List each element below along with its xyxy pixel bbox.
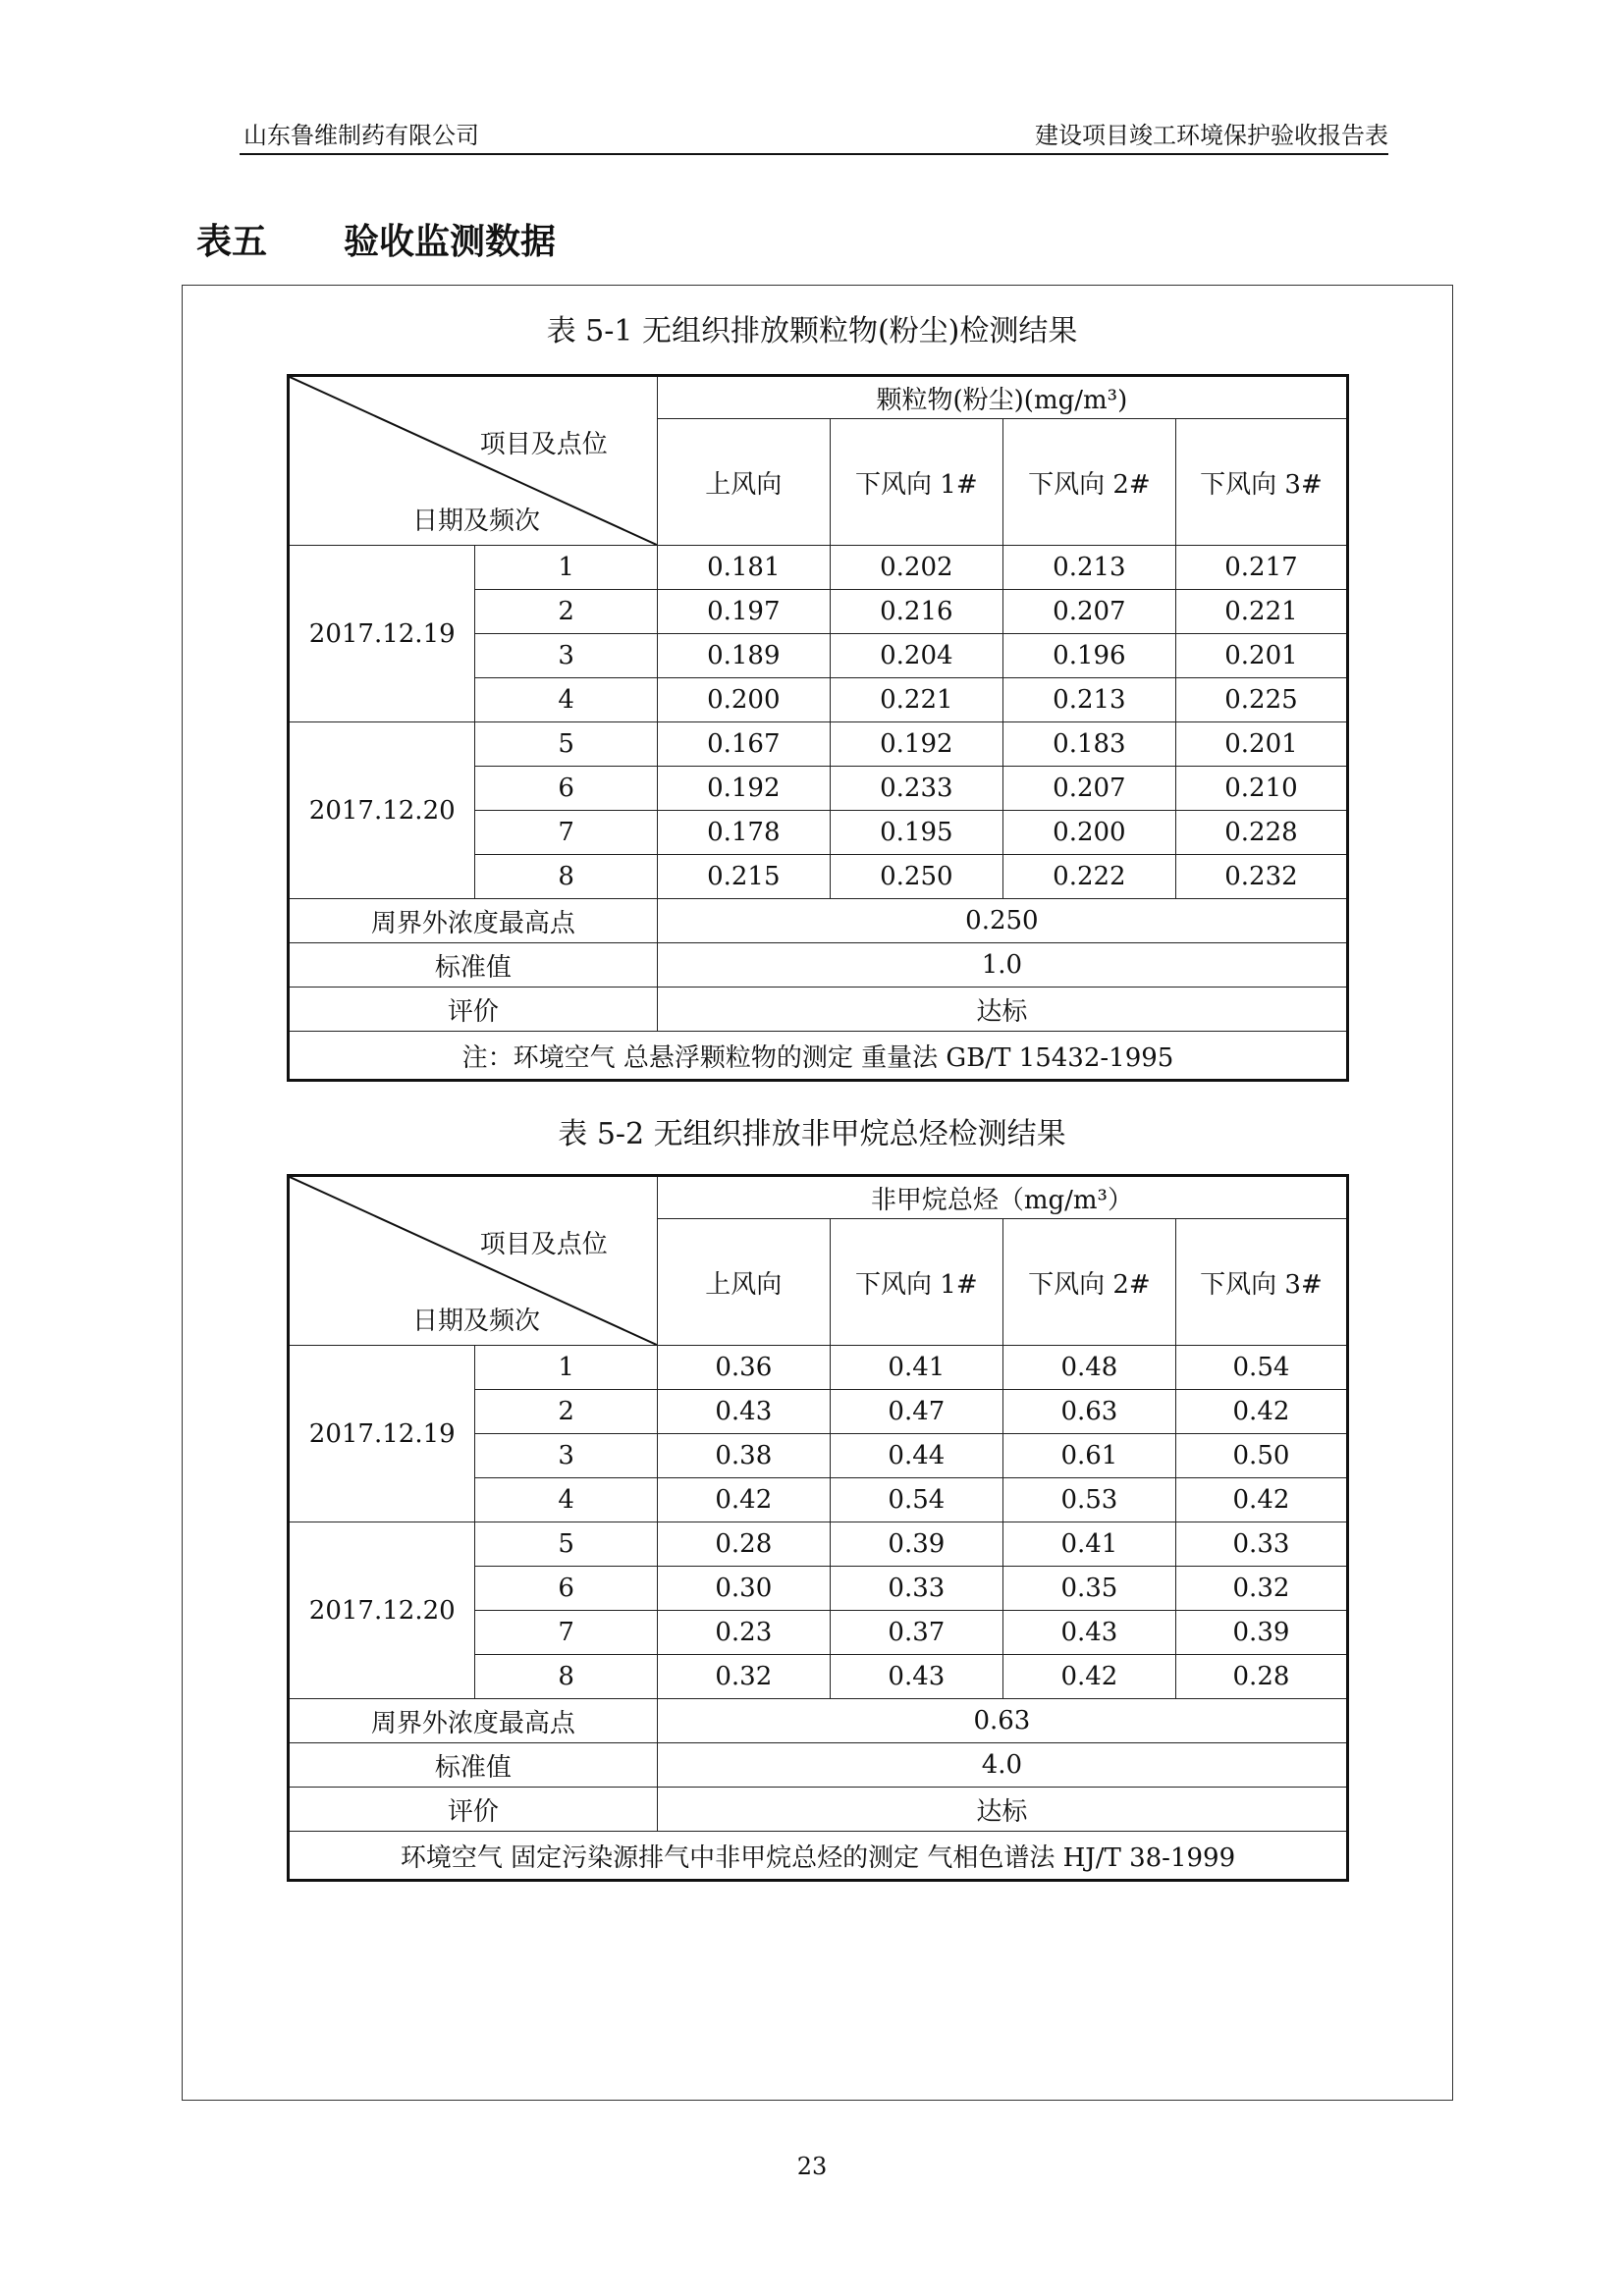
table1-value-cell: 0.232 (1175, 855, 1347, 899)
table2-value-cell: 0.42 (1175, 1478, 1347, 1522)
table2-summary-row (289, 1743, 1348, 1788)
table2-summary-row (289, 1788, 1348, 1832)
table2-value-cell: 0.61 (1002, 1434, 1175, 1478)
table1-value-cell: 0.201 (1175, 722, 1347, 767)
table1-date-cell: 2017.12.19 (289, 546, 475, 722)
table1-value-cell: 0.213 (1002, 546, 1175, 590)
table2-diagonal-header (289, 1176, 658, 1346)
table1-value-cell: 0.213 (1002, 678, 1175, 722)
table2-diag-top-label: 项目及点位 (479, 1230, 608, 1259)
table1-note: 注：环境空气 总悬浮颗粒物的测定 重量法 GB/T 15432-1995 (289, 1032, 1348, 1081)
table2-value-cell: 0.42 (1175, 1390, 1347, 1434)
table1-value-cell: 0.228 (1175, 811, 1347, 855)
table2-frequency-cell: 5 (475, 1522, 657, 1567)
table2-value-cell: 0.53 (1002, 1478, 1175, 1522)
table2-frequency-cell: 4 (475, 1478, 657, 1522)
table2-column-header: 下风向 2# (1002, 1219, 1175, 1346)
table1-summary-value: 0.250 (657, 899, 1347, 943)
table1-value-cell: 0.167 (657, 722, 830, 767)
table2-column-header: 上风向 (657, 1219, 830, 1346)
table1-value-cell: 0.181 (657, 546, 830, 590)
table1-summary-label: 评价 (289, 988, 658, 1032)
table1-value-cell: 0.250 (830, 855, 1002, 899)
page-header-company: 山东鲁维制药有限公司 (244, 122, 479, 149)
table1-value-cell: 0.221 (1175, 590, 1347, 634)
table2-value-cell: 0.32 (1175, 1567, 1347, 1611)
table1-column-header: 下风向 1# (830, 419, 1002, 546)
page-header-title: 建设项目竣工环境保护验收报告表 (1035, 122, 1388, 149)
table1-column-header: 下风向 2# (1002, 419, 1175, 546)
table2-column-header: 下风向 3# (1175, 1219, 1347, 1346)
table1-value-cell: 0.200 (657, 678, 830, 722)
table2-summary-label: 标准值 (289, 1743, 658, 1788)
table2-value-cell: 0.43 (1002, 1611, 1175, 1655)
table2-value-cell: 0.43 (830, 1655, 1002, 1699)
table1-value-cell: 0.204 (830, 634, 1002, 678)
table1-summary-row (289, 943, 1348, 988)
table2-date-cell: 2017.12.19 (289, 1346, 475, 1522)
table1-summary-value: 1.0 (657, 943, 1347, 988)
table2-value-cell: 0.39 (830, 1522, 1002, 1567)
table1-value-cell: 0.210 (1175, 767, 1347, 811)
section-number: 表五 (196, 221, 268, 262)
table2-caption: 表 5-2 无组织排放非甲烷总烃检测结果 (558, 1117, 1066, 1151)
table1-value-cell: 0.192 (657, 767, 830, 811)
table1-frequency-cell: 2 (475, 590, 657, 634)
header-rule (240, 153, 1388, 155)
table2-data-row (289, 1522, 1348, 1567)
table2-frequency-cell: 3 (475, 1434, 657, 1478)
table1-header-row (289, 376, 1348, 419)
table2-value-cell: 0.50 (1175, 1434, 1347, 1478)
table1-value-cell: 0.192 (830, 722, 1002, 767)
table2-frequency-cell: 1 (475, 1346, 657, 1390)
table1-diag-top-label: 项目及点位 (479, 430, 608, 459)
table2-frequency-cell: 7 (475, 1611, 657, 1655)
table1-frequency-cell: 7 (475, 811, 657, 855)
table2-diag-bottom-label: 日期及频次 (412, 1307, 541, 1336)
table2-value-cell: 0.54 (1175, 1346, 1347, 1390)
table1-data-row (289, 722, 1348, 767)
table2-value-cell: 0.41 (830, 1346, 1002, 1390)
table1-value-cell: 0.195 (830, 811, 1002, 855)
table2-frequency-cell: 2 (475, 1390, 657, 1434)
table1-value-cell: 0.196 (1002, 634, 1175, 678)
table2-header-row (289, 1176, 1348, 1219)
table2-value-cell: 0.28 (657, 1522, 830, 1567)
table1-value-cell: 0.189 (657, 634, 830, 678)
page-number: 23 (796, 2153, 828, 2180)
table2 (287, 1174, 1349, 1882)
table2-summary-value: 达标 (657, 1788, 1347, 1832)
table2-summary-value: 0.63 (657, 1699, 1347, 1743)
table2-value-cell: 0.41 (1002, 1522, 1175, 1567)
table1-data-row (289, 546, 1348, 590)
table2-note-row (289, 1832, 1348, 1881)
table1-value-cell: 0.207 (1002, 590, 1175, 634)
section-title (196, 214, 556, 264)
table1-frequency-cell: 8 (475, 855, 657, 899)
table1-summary-row (289, 899, 1348, 943)
table1-value-cell: 0.222 (1002, 855, 1175, 899)
table2-frequency-cell: 8 (475, 1655, 657, 1699)
table1-frequency-cell: 3 (475, 634, 657, 678)
table1-value-cell: 0.178 (657, 811, 830, 855)
table2-value-cell: 0.42 (1002, 1655, 1175, 1699)
table2-value-cell: 0.28 (1175, 1655, 1347, 1699)
table2-value-cell: 0.42 (657, 1478, 830, 1522)
table2-value-cell: 0.32 (657, 1655, 830, 1699)
table1-summary-row (289, 988, 1348, 1032)
table1-value-cell: 0.216 (830, 590, 1002, 634)
table1-value-cell: 0.215 (657, 855, 830, 899)
table1-summary-value: 达标 (657, 988, 1347, 1032)
table2-value-cell: 0.23 (657, 1611, 830, 1655)
table2-value-cell: 0.54 (830, 1478, 1002, 1522)
table2-column-header: 下风向 1# (830, 1219, 1002, 1346)
table2-summary-label: 评价 (289, 1788, 658, 1832)
table2-value-cell: 0.37 (830, 1611, 1002, 1655)
table1 (287, 374, 1349, 1082)
table2-value-cell: 0.36 (657, 1346, 830, 1390)
table2-value-cell: 0.47 (830, 1390, 1002, 1434)
table2-value-cell: 0.35 (1002, 1567, 1175, 1611)
table1-frequency-cell: 4 (475, 678, 657, 722)
table1-value-cell: 0.197 (657, 590, 830, 634)
table1-value-cell: 0.217 (1175, 546, 1347, 590)
table1-column-header: 上风向 (657, 419, 830, 546)
table2-value-cell: 0.33 (830, 1567, 1002, 1611)
table2-value-cell: 0.44 (830, 1434, 1002, 1478)
table1-value-cell: 0.225 (1175, 678, 1347, 722)
table2-summary-value: 4.0 (657, 1743, 1347, 1788)
table1-value-cell: 0.233 (830, 767, 1002, 811)
table1-summary-label: 周界外浓度最高点 (289, 899, 658, 943)
table2-frequency-cell: 6 (475, 1567, 657, 1611)
table2-summary-row (289, 1699, 1348, 1743)
table1-frequency-cell: 5 (475, 722, 657, 767)
table2-value-cell: 0.39 (1175, 1611, 1347, 1655)
table1-value-cell: 0.201 (1175, 634, 1347, 678)
table1-value-cell: 0.183 (1002, 722, 1175, 767)
table1-caption: 表 5-1 无组织排放颗粒物(粉尘)检测结果 (546, 314, 1078, 348)
table2-value-cell: 0.63 (1002, 1390, 1175, 1434)
table1-note-row (289, 1032, 1348, 1081)
table2-value-cell: 0.43 (657, 1390, 830, 1434)
table1-frequency-cell: 1 (475, 546, 657, 590)
table1-diag-bottom-label: 日期及频次 (412, 507, 541, 536)
table1-value-cell: 0.207 (1002, 767, 1175, 811)
table2-date-cell: 2017.12.20 (289, 1522, 475, 1699)
table1-date-cell: 2017.12.20 (289, 722, 475, 899)
table2-value-cell: 0.38 (657, 1434, 830, 1478)
table2-note: 环境空气 固定污染源排气中非甲烷总烃的测定 气相色谱法 HJ/T 38-1999 (289, 1832, 1348, 1881)
table1-group-header: 颗粒物(粉尘)(mg/m³) (657, 376, 1347, 419)
section-name: 验收监测数据 (344, 221, 557, 262)
table1-summary-label: 标准值 (289, 943, 658, 988)
table1-column-header: 下风向 3# (1175, 419, 1347, 546)
table1-diagonal-header (289, 376, 658, 546)
table2-value-cell: 0.48 (1002, 1346, 1175, 1390)
table2-data-row (289, 1346, 1348, 1390)
table2-value-cell: 0.33 (1175, 1522, 1347, 1567)
table2-value-cell: 0.30 (657, 1567, 830, 1611)
table1-frequency-cell: 6 (475, 767, 657, 811)
table1-value-cell: 0.200 (1002, 811, 1175, 855)
table2-summary-label: 周界外浓度最高点 (289, 1699, 658, 1743)
table2-group-header: 非甲烷总烃（mg/m³） (657, 1176, 1347, 1219)
table1-value-cell: 0.221 (830, 678, 1002, 722)
table1-value-cell: 0.202 (830, 546, 1002, 590)
